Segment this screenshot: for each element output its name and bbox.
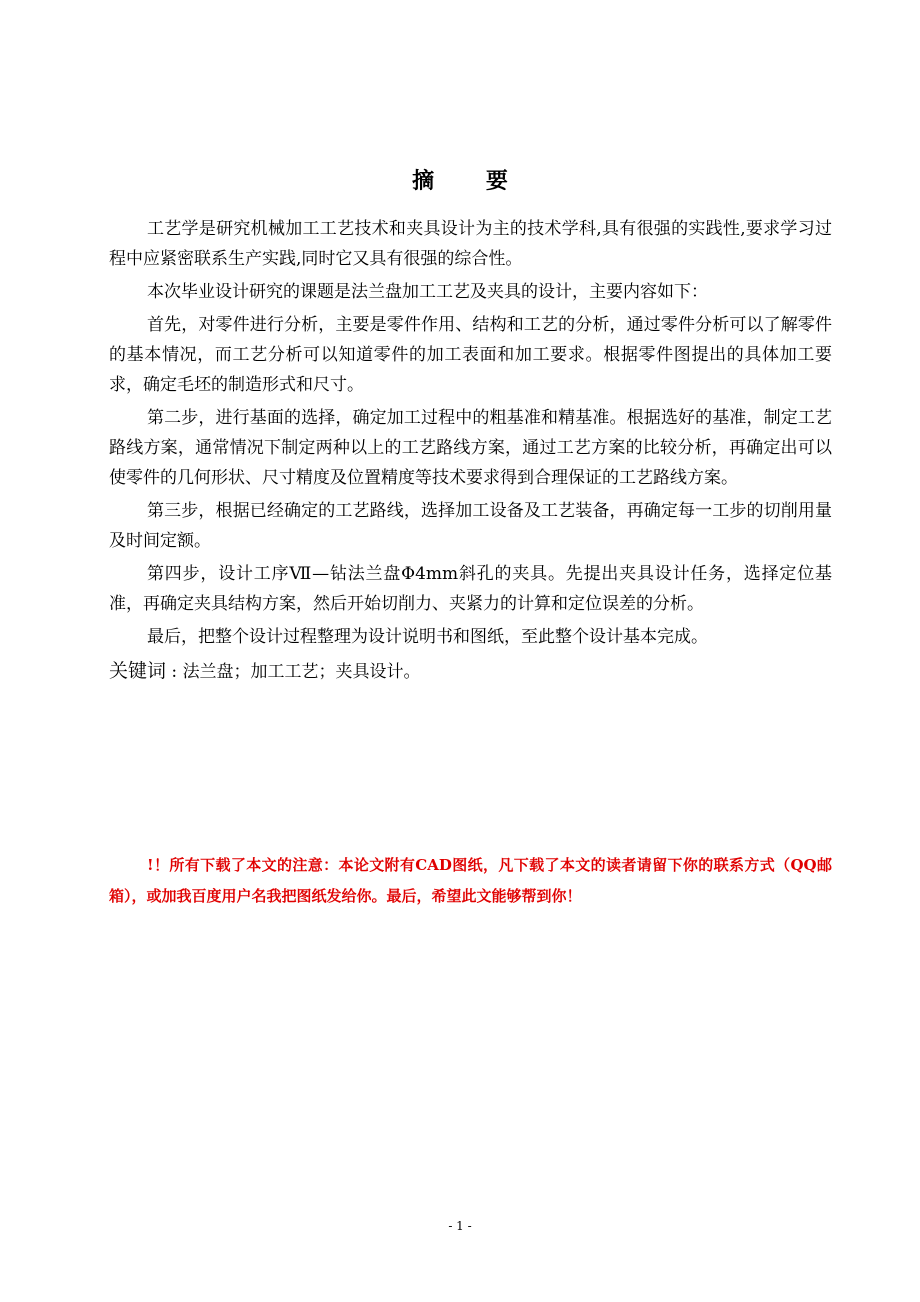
paragraph-step-third: 第三步，根据已经确定的工艺路线，选择加工设备及工艺装备，再确定每一工步的切削用量及时间定额。 (109, 501, 832, 551)
download-notice: !！所有下载了本文的注意：本论文附有CAD图纸，凡下载了本文的读者请留下你的联系方式（QQ邮箱），或加我百度用户名我把图纸发给你。最后，希望此文能够帮到你！ (109, 856, 832, 905)
page-number: - 1 - (448, 1219, 472, 1233)
page-title: 摘 要 (412, 169, 530, 194)
keywords-label: 关键词 (109, 660, 167, 682)
paragraph-step-fourth: 第四步，设计工序Ⅶ—钻法兰盘Φ4mm斜孔的夹具。先提出夹具设计任务，选择定位基准，再确定夹具结构方案，然后开始切削力、夹紧力的计算和定位误差的分析。 (109, 564, 832, 614)
paragraph-topic: 本次毕业设计研究的课题是法兰盘加工工艺及夹具的设计，主要内容如下： (147, 282, 708, 302)
keywords-line (109, 655, 832, 688)
paragraph-final: 最后，把整个设计过程整理为设计说明书和图纸，至此整个设计基本完成。 (147, 627, 708, 647)
paragraph-step-second: 第二步，进行基面的选择，确定加工过程中的粗基准和精基准。根据选好的基准，制定工艺路线方案，通常情况下制定两种以上的工艺路线方案，通过工艺方案的比较分析，再确定出可以使零件的几何形状、尺寸精度及位置精度等技术要求得到合理保证的工艺路线方案。 (109, 408, 832, 488)
abstract-body (109, 214, 832, 688)
keywords-value: 法兰盘；加工工艺；夹具设计。 (182, 662, 421, 682)
paragraph-step-first: 首先，对零件进行分析，主要是零件作用、结构和工艺的分析，通过零件分析可以了解零件的基本情况，而工艺分析可以知道零件的加工表面和加工要求。根据零件图提出的具体加工要求，确定毛坯的制造形式和尺寸。 (109, 315, 832, 395)
keywords-separator: : (166, 662, 183, 682)
paragraph-intro: 工艺学是研究机械加工工艺技术和夹具设计为主的技术学科,具有很强的实践性,要求学习过程中应紧密联系生产实践,同时它又具有很强的综合性。 (109, 219, 832, 269)
